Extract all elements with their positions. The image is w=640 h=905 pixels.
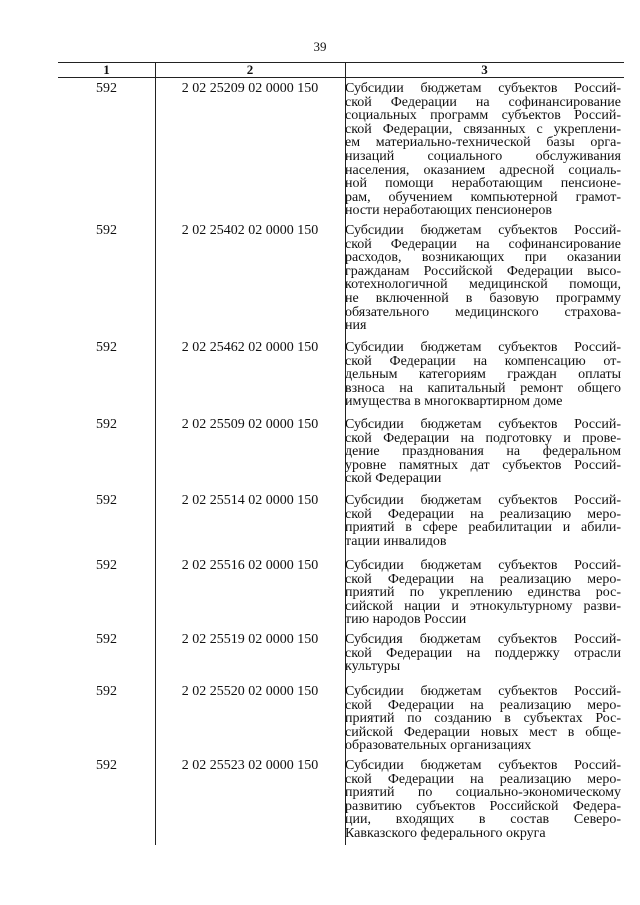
description-line: развитию субъектов Российской Федера- — [345, 798, 621, 814]
description-line: Субсидии бюджетам субъектов Россий- — [345, 81, 621, 96]
admin-code: 592 — [96, 684, 117, 699]
column-header-3: 3 — [481, 62, 488, 77]
description-line: ской Федерации на реализацию меро- — [345, 571, 621, 587]
description-line: рам, обучением компьютерной грамот- — [345, 189, 621, 205]
admin-code: 592 — [96, 81, 117, 96]
description-line: Кавказского федерального округа — [345, 825, 546, 841]
budget-classification-code: 2 02 25402 02 0000 150 — [181, 223, 319, 238]
description-line: приятий по укреплению единства рос- — [345, 585, 621, 601]
description-line: населения, оказанием адресной социаль- — [345, 162, 621, 178]
admin-code: 592 — [96, 493, 117, 508]
description-line: ской Федерации, связанных с укреплени- — [345, 121, 621, 137]
description-line: ской Федерации — [345, 471, 442, 487]
description-line: имущества в многоквартирном доме — [345, 394, 563, 410]
admin-code: 592 — [96, 758, 117, 773]
budget-classification-code: 2 02 25462 02 0000 150 — [181, 340, 319, 355]
description-line: сийской нации и этнокультурному разви- — [345, 598, 621, 614]
column-header-2: 2 — [246, 62, 254, 77]
description-line: уровне памятных дат субъектов Россий- — [345, 457, 621, 473]
description-line: ской Федерации на поддержку отрасли — [345, 645, 621, 661]
description-line: Субсидии бюджетам субъектов Россий- — [345, 493, 621, 508]
description-line: Субсидии бюджетам субъектов Россий- — [345, 340, 621, 355]
column-header-row — [58, 63, 624, 78]
description-line: Субсидия бюджетам субъектов Россий- — [345, 632, 621, 647]
description-line: ской Федерации на подготовку и прове- — [345, 430, 621, 446]
description-line: Субсидии бюджетам субъектов Россий- — [345, 758, 621, 773]
description-line: приятий по созданию в субъектах Рос- — [345, 711, 621, 727]
description-line: приятий по социально-экономическому — [345, 785, 621, 801]
budget-classification-code: 2 02 25514 02 0000 150 — [181, 493, 319, 508]
admin-code: 592 — [96, 632, 117, 647]
revenue-description — [345, 559, 621, 627]
description-line: культуры — [345, 659, 401, 675]
revenue-description — [345, 685, 621, 753]
revenue-description — [345, 224, 621, 333]
description-line: ской Федерации на компенсацию от- — [345, 353, 621, 369]
description-line: дение празднования на федеральном — [345, 444, 621, 460]
description-line: котехнологичной медицинской помощи, — [345, 277, 621, 293]
description-line: низаций социального обслуживания — [345, 148, 621, 164]
description-line: Субсидии бюджетам субъектов Россий- — [345, 684, 621, 699]
description-line: не включенной в базовую программу — [345, 290, 621, 306]
description-line: тию народов России — [345, 612, 467, 628]
description-line: ской Федерации на реализацию меро- — [345, 771, 621, 787]
admin-code: 592 — [96, 223, 117, 238]
revenue-description — [345, 494, 621, 548]
budget-classification-code: 2 02 25520 02 0000 150 — [181, 684, 319, 699]
description-line: ем материально-технической базы орга- — [345, 135, 621, 151]
description-line: ции, входящих в состав Северо- — [345, 812, 621, 828]
admin-code: 592 — [96, 417, 117, 432]
description-line: дельным категориям граждан оплаты — [345, 367, 621, 383]
budget-classification-code: 2 02 25209 02 0000 150 — [181, 81, 319, 96]
description-line: приятий в сфере реабилитации и абили- — [345, 520, 621, 536]
description-line: сийской Федерации новых мест в обще- — [345, 724, 621, 740]
admin-code: 592 — [96, 340, 117, 355]
description-line: обязательного медицинского страхова- — [345, 304, 621, 320]
description-line: образовательных организациях — [345, 738, 532, 754]
description-line: ской Федерации на софинансирование — [345, 236, 621, 252]
budget-classification-code: 2 02 25519 02 0000 150 — [181, 632, 319, 647]
description-line: тации инвалидов — [345, 533, 447, 549]
description-line: ния — [345, 318, 367, 334]
admin-code: 592 — [96, 558, 117, 573]
description-line: Субсидии бюджетам субъектов Россий- — [345, 417, 621, 432]
page-number: 39 — [313, 39, 327, 54]
revenue-description — [345, 418, 621, 486]
description-line: ной помощи неработающим пенсионе- — [345, 176, 621, 192]
revenue-description — [345, 633, 621, 674]
description-line: расходов, возникающих при оказании — [345, 250, 621, 266]
description-line: ской Федерации на софинансирование — [345, 94, 621, 110]
column-divider-1 — [155, 63, 156, 845]
column-header-1: 1 — [103, 62, 110, 77]
revenue-description — [345, 341, 621, 409]
description-line: ской Федерации на реализацию меро- — [345, 506, 621, 522]
budget-classification-code: 2 02 25523 02 0000 150 — [181, 758, 319, 773]
description-line: взноса на капитальный ремонт общего — [345, 380, 621, 396]
description-line: ской Федерации на реализацию меро- — [345, 697, 621, 713]
budget-classification-code: 2 02 25509 02 0000 150 — [181, 417, 319, 432]
description-line: ности неработающих пенсионеров — [345, 203, 552, 219]
revenue-description — [345, 759, 621, 841]
budget-classification-code: 2 02 25516 02 0000 150 — [181, 558, 319, 573]
revenue-description — [345, 82, 621, 218]
description-line: социальных программ субъектов Россий- — [345, 108, 621, 124]
description-line: гражданам Российской Федерации высо- — [345, 263, 621, 279]
description-line: Субсидии бюджетам субъектов Россий- — [345, 558, 621, 573]
description-line: Субсидии бюджетам субъектов Россий- — [345, 223, 621, 238]
